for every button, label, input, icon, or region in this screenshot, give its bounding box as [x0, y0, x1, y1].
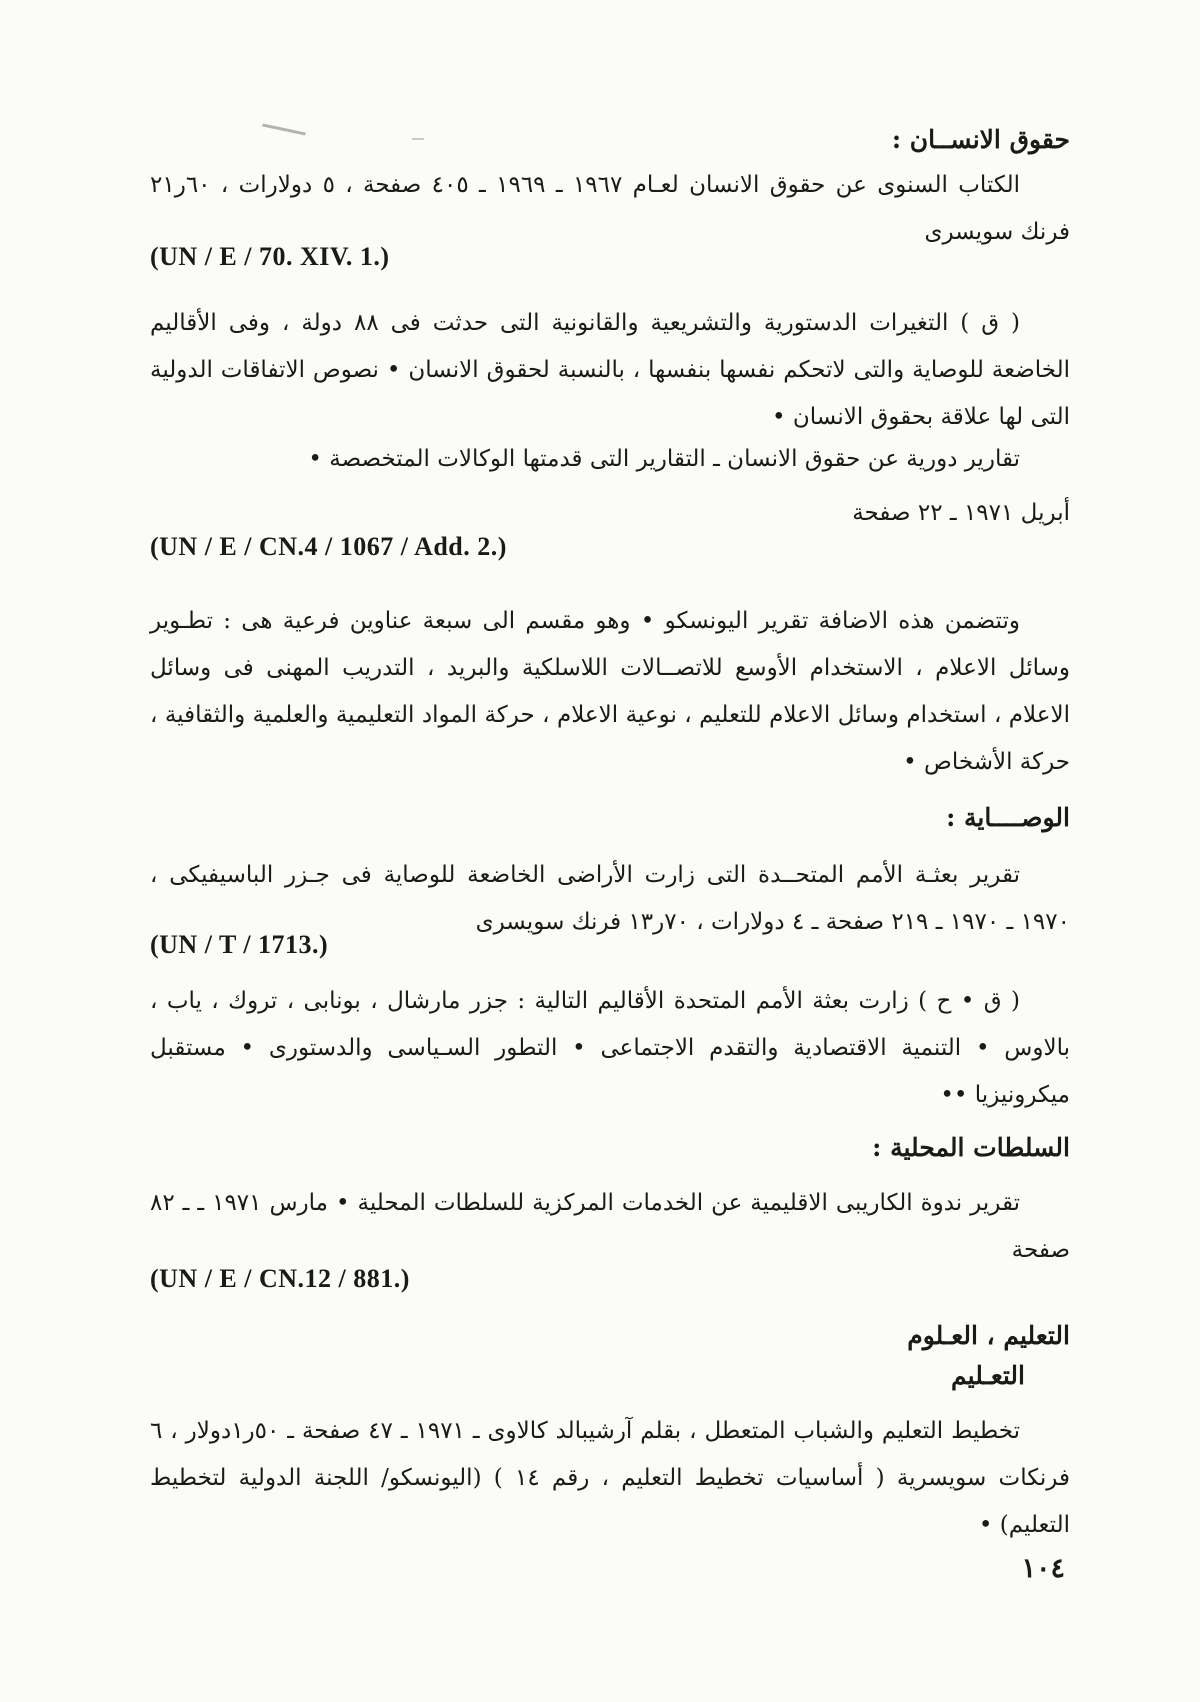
paragraph: وتتضمن هذه الاضافة تقرير اليونسكو • وهو مقسم الى سبعة عناوين فرعية هى : تطـوير وسائل الاعلام ، الاستخدام الأوسع للاتصــالات اللاسلكية والبريد ، التدريب المهنى فى وسائل الاعلام ، استخدام وسائل الاعلام للتعليم ، نوعية الاعلام ، حركة المواد التعليمية والعلمية والثقافية ، حركة الأشخاص • — [150, 608, 1070, 775]
paragraph: تقرير بعثـة الأمم المتحــدة التى زارت الأراضى الخاضعة للوصاية فى جـزر الباسيفيكى ، ١٩٧٠ ـ ١٩٧٠ ـ ٢١٩ صفحة ـ ٤ دولارات ، ٧٠ر١٣ فرنك سويسرى — [150, 862, 1070, 935]
document-reference: (UN / T / 1713.) — [150, 930, 329, 959]
section-heading-trusteeship: الوصــــاية : — [946, 803, 1070, 832]
document-reference: (UN / E / CN.12 / 881.) — [150, 1264, 410, 1293]
section-heading-local-authorities: السلطات المحلية : — [872, 1133, 1070, 1162]
paragraph: أبريل ١٩٧١ ـ ٢٢ صفحة — [852, 500, 1070, 526]
document-reference: (UN / E / 70. XIV. 1.) — [150, 242, 390, 271]
paragraph: ( ق ) التغيرات الدستورية والتشريعية والقانونية التى حدثت فى ٨٨ دولة ، وفى الأقاليم الخاضعة للوصاية والتى لاتحكم نفسها بنفسها ، بالنسبة لحقوق الانسان • نصوص الاتفاقات الدولية التى لها علاقة بحقوق الانسان • — [150, 310, 1070, 430]
paragraph: تخطيط التعليم والشباب المتعطل ، بقلم آرشيبالد كالاوى ـ ١٩٧١ ـ ٤٧ صفحة ـ ٥٠ر١دولار ، ٦ فرنكات سويسرية ( أساسيات تخطيط التعليم ، رقم ١٤ ) (اليونسكو/ اللجنة الدولية لتخطيط التعليم) • — [150, 1418, 1070, 1538]
paragraph: ( ق • ح ) زارت بعثة الأمم المتحدة الأقاليم التالية : جزر مارشال ، بونابى ، تروك ، ياب ، بالاوس • التنمية الاقتصادية والتقدم الاجتماعى • التطور السـياسى والدستورى • مستقبل ميكرونيزيا •• — [150, 988, 1070, 1108]
subsection-heading-education: التعـليم — [951, 1361, 1025, 1390]
paragraph: تقارير دورية عن حقوق الانسان ـ التقارير التى قدمتها الوكالات المتخصصة • — [308, 446, 1020, 472]
section-heading-human-rights: حقوق الانســان : — [891, 125, 1070, 154]
section-heading-education-sciences: التعليم ، العـلوم — [907, 1321, 1070, 1350]
scan-smudge — [412, 138, 424, 140]
paragraph: الكتاب السنوى عن حقوق الانسان لعـام ١٩٦٧ ـ ١٩٦٩ ـ ٤٠٥ صفحة ، ٥ دولارات ، ٦٠ر٢١ فرنك سويسرى — [150, 172, 1070, 245]
scan-smudge — [262, 123, 306, 135]
page-number: ١٠٤ — [1021, 1553, 1065, 1584]
paragraph: تقرير ندوة الكاريبى الاقليمية عن الخدمات المركزية للسلطات المحلية • مارس ١٩٧١ ـ ـ ٨٢ صفحة — [150, 1190, 1070, 1263]
document-reference: (UN / E / CN.4 / 1067 / Add. 2.) — [150, 532, 507, 561]
